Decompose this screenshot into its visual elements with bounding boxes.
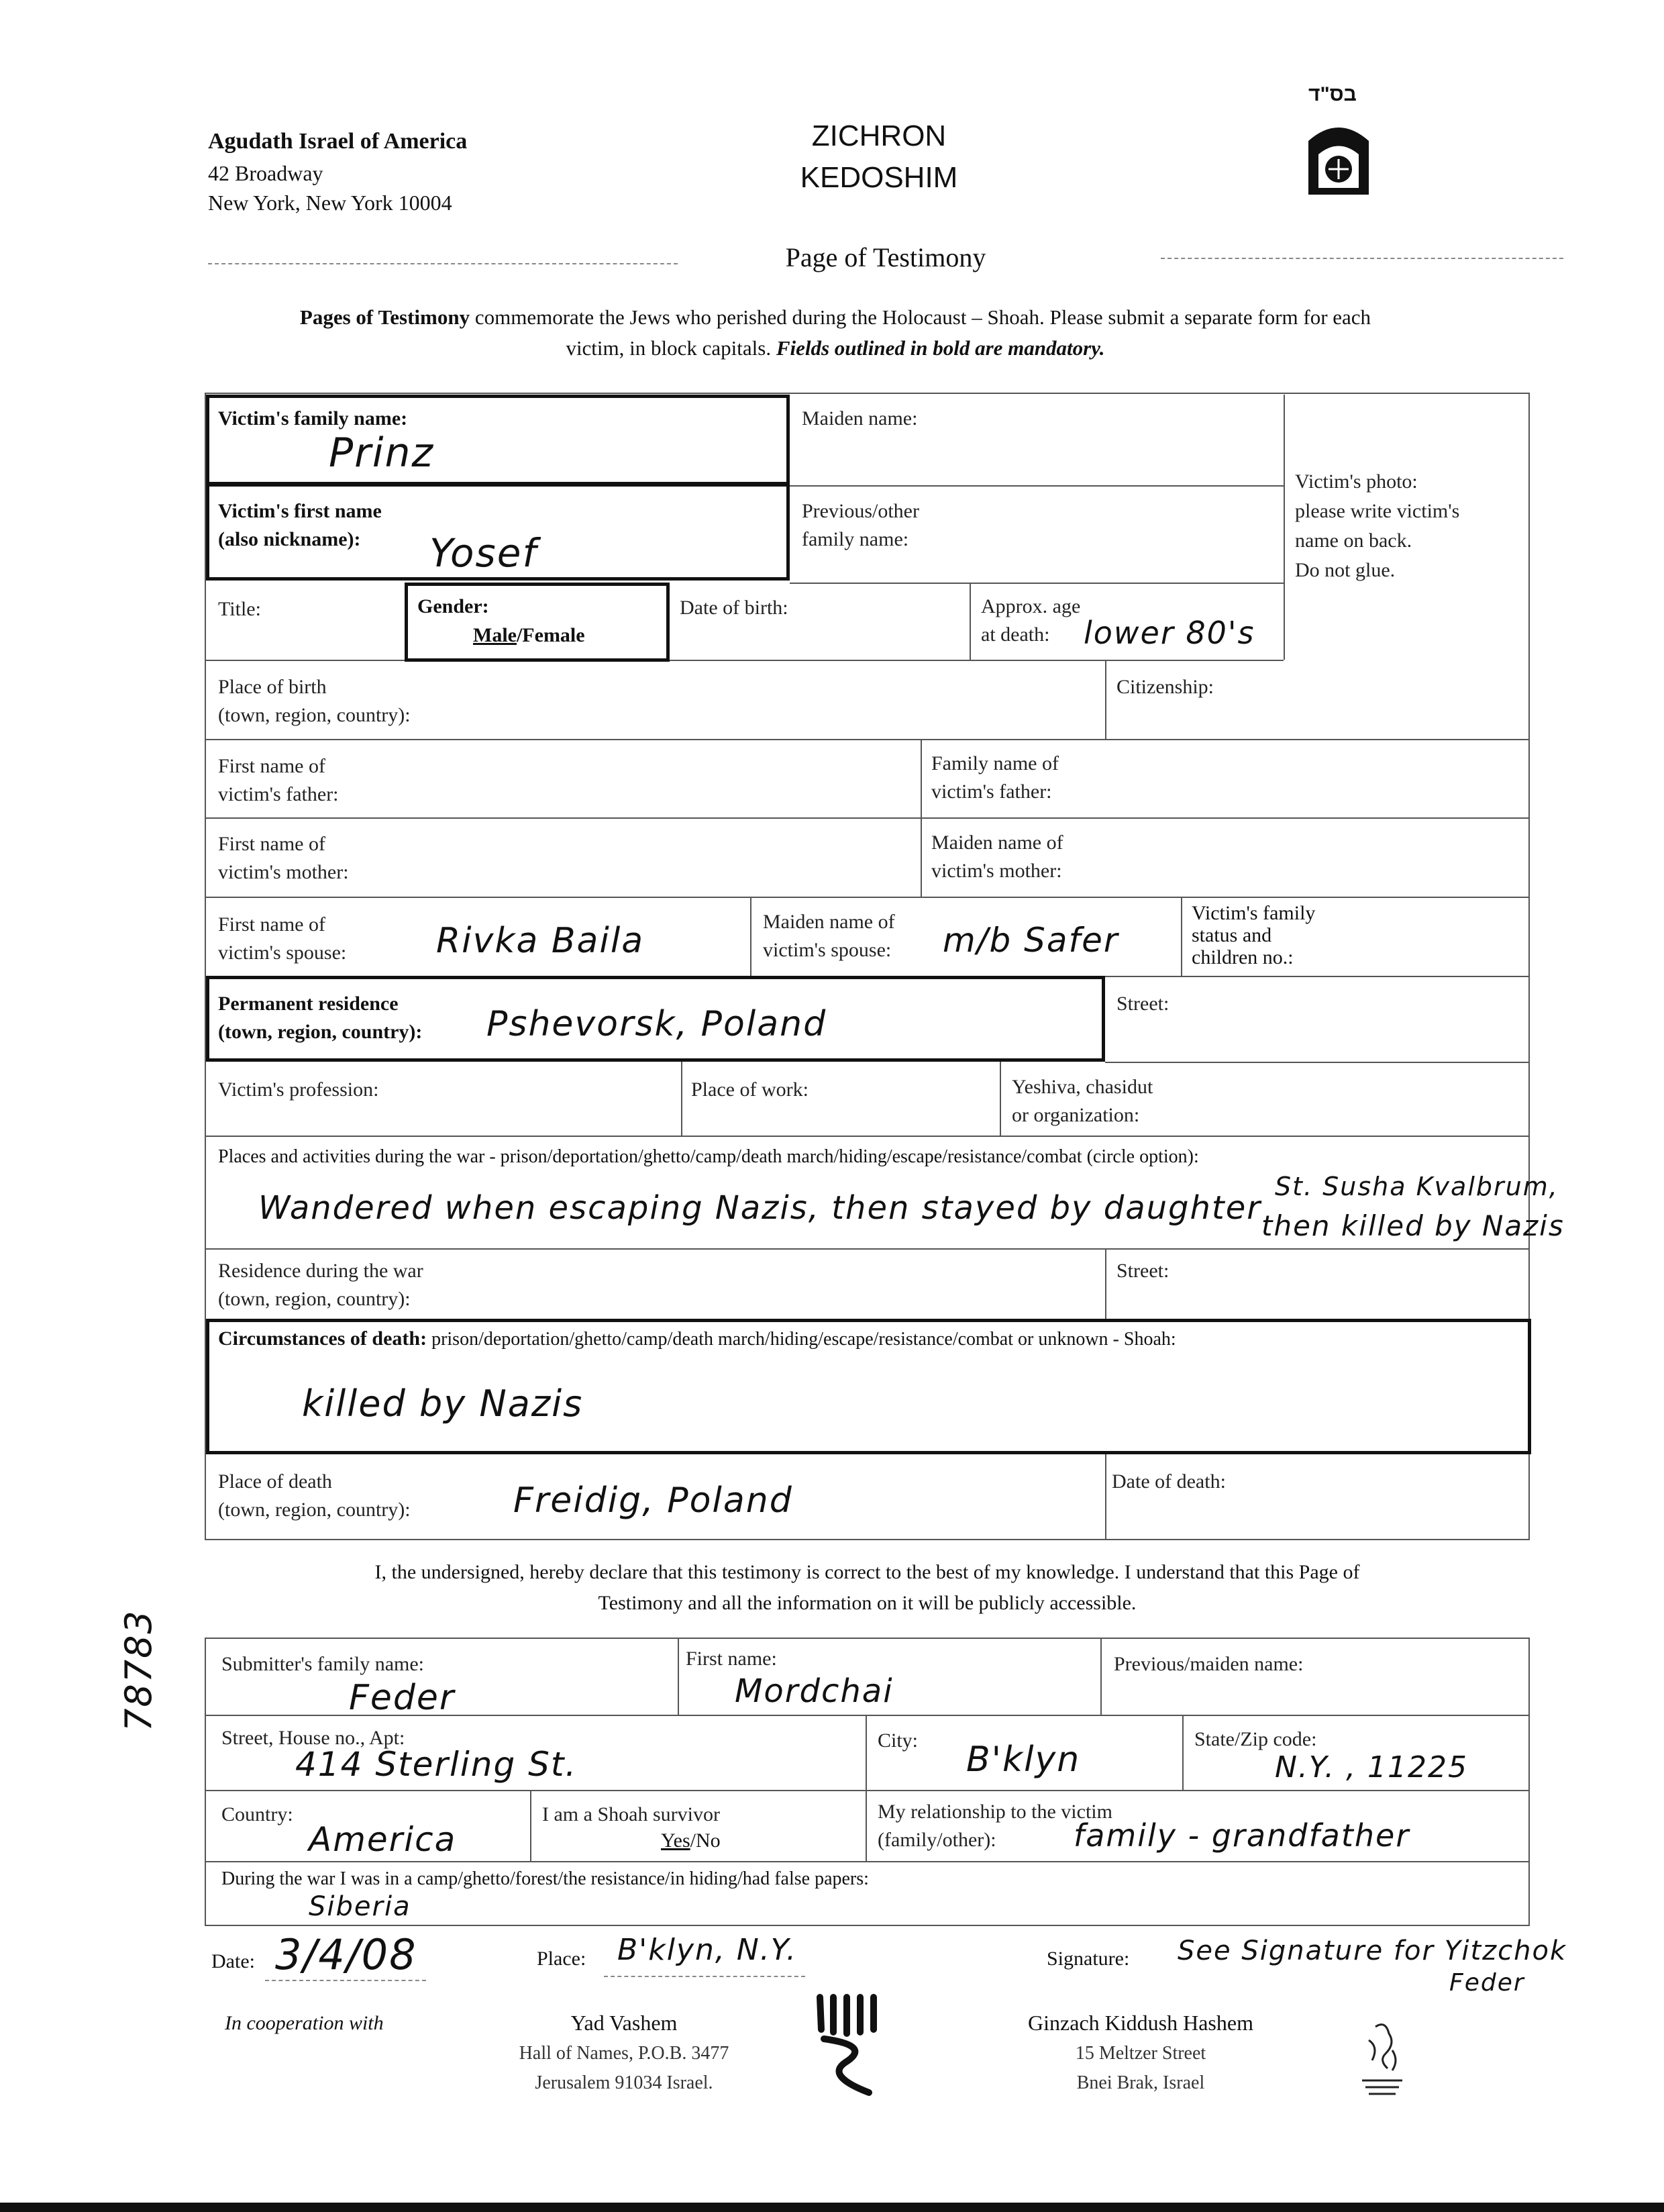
death-date-label: Date of death: bbox=[1112, 1470, 1226, 1493]
submitter-family-label: Submitter's family name: bbox=[221, 1653, 425, 1675]
street-label: Street: bbox=[1116, 993, 1169, 1015]
submitter-prev-label: Previous/maiden name: bbox=[1114, 1653, 1304, 1675]
divider-yeshiva bbox=[1000, 1062, 1001, 1136]
place-label: Place: bbox=[537, 1948, 586, 1970]
declaration-text bbox=[208, 1557, 1526, 1619]
gender-options bbox=[473, 624, 585, 647]
death-place-label-1: Place of death bbox=[218, 1470, 332, 1493]
date-value: 3/4/08 bbox=[275, 1930, 417, 1979]
title-label: Title: bbox=[218, 598, 261, 620]
photo-label-1: Victim's photo: bbox=[1295, 470, 1418, 493]
birth-place-label-2: (town, region, country): bbox=[218, 704, 411, 726]
date-label: Date: bbox=[211, 1950, 255, 1972]
ginzach-logo bbox=[1355, 2020, 1409, 2101]
submitter-state-label: State/Zip code: bbox=[1194, 1728, 1317, 1750]
father-family-label-1: Family name of bbox=[931, 752, 1059, 774]
family-status-label-1: Victim's family bbox=[1192, 902, 1316, 924]
rule-row6 bbox=[206, 897, 1530, 898]
rule-sub2 bbox=[206, 1790, 1530, 1791]
activities-line-2b: then killed by Nazis bbox=[1261, 1209, 1565, 1242]
mother-maiden-label-2: victim's mother: bbox=[931, 860, 1062, 882]
family-status-label-3: children no.: bbox=[1192, 946, 1294, 968]
signature-label: Signature: bbox=[1047, 1948, 1130, 1970]
date-rule bbox=[265, 1980, 426, 1981]
age-label-2: at death: bbox=[981, 623, 1050, 646]
divider-sub-city bbox=[866, 1715, 867, 1790]
death-place-value: Freidig, Poland bbox=[513, 1480, 793, 1521]
ginzach-name: Ginzach Kiddush Hashem bbox=[1028, 2011, 1253, 2035]
victim-family-name-label: Victim's family name: bbox=[218, 407, 408, 430]
header-rule-left bbox=[208, 263, 678, 264]
age-label-1: Approx. age bbox=[981, 595, 1081, 617]
hebrew-mark: בס"ד bbox=[1308, 83, 1357, 105]
relationship-value: family - grandfather bbox=[1074, 1817, 1410, 1854]
form-title-line2: KEDOSHIM bbox=[800, 161, 958, 194]
gender-male-option[interactable]: Male bbox=[473, 624, 517, 646]
workplace-label: Place of work: bbox=[691, 1078, 809, 1101]
previous-name-label-1: Previous/other bbox=[802, 500, 919, 522]
zichron-kedoshim-logo bbox=[1302, 114, 1375, 201]
submitter-city-label: City: bbox=[878, 1729, 919, 1752]
residence-label-1: Permanent residence bbox=[218, 993, 399, 1015]
father-family-label-2: victim's father: bbox=[931, 781, 1052, 803]
spouse-maiden-label-2: victim's spouse: bbox=[763, 939, 892, 961]
submitter-state-value: N.Y. , 11225 bbox=[1275, 1750, 1469, 1784]
ginzach-addr-1: 15 Meltzer Street bbox=[1075, 2043, 1206, 2064]
survivor-options bbox=[661, 1829, 721, 1852]
birth-place-label-1: Place of birth bbox=[218, 676, 327, 698]
rule-row1 bbox=[790, 485, 1284, 487]
previous-name-label-2: family name: bbox=[802, 528, 909, 550]
divider-photo bbox=[1284, 395, 1285, 660]
survivor-yes-option[interactable]: Yes bbox=[661, 1829, 690, 1852]
first-name-label-1: Victim's first name bbox=[218, 500, 382, 522]
residence-label-2: (town, region, country): bbox=[218, 1021, 423, 1043]
spouse-first-value: Rivka Baila bbox=[436, 921, 645, 961]
death-circ-label bbox=[218, 1327, 1176, 1350]
submitter-country-label: Country: bbox=[221, 1803, 293, 1825]
wartime-value: Siberia bbox=[309, 1891, 411, 1922]
divider-sub-prev bbox=[1100, 1638, 1102, 1715]
yad-vashem-addr-1: Hall of Names, P.O.B. 3477 bbox=[519, 2043, 729, 2064]
profession-label: Victim's profession: bbox=[218, 1078, 379, 1101]
page-title: Page of Testimony bbox=[785, 242, 986, 272]
submitter-first-value: Mordchai bbox=[735, 1672, 894, 1710]
org-address-1: 42 Broadway bbox=[208, 161, 323, 185]
divider-workplace bbox=[681, 1062, 682, 1136]
submitter-country-value: America bbox=[309, 1820, 457, 1859]
org-name: Agudath Israel of America bbox=[208, 129, 468, 154]
cooperation-text: In cooperation with bbox=[225, 2012, 384, 2034]
place-value: B'klyn, N.Y. bbox=[617, 1933, 797, 1967]
relationship-label-2: (family/other): bbox=[878, 1829, 996, 1851]
survivor-no-option[interactable]: /No bbox=[690, 1829, 721, 1852]
divider-war-street bbox=[1105, 1248, 1106, 1319]
spouse-first-label-1: First name of bbox=[218, 913, 325, 936]
yeshiva-label-1: Yeshiva, chasidut bbox=[1012, 1076, 1153, 1098]
declaration-line-2: Testimony and all the information on it will be publicly accessible. bbox=[598, 1592, 1137, 1614]
relationship-label-1: My relationship to the victim bbox=[878, 1801, 1112, 1823]
yeshiva-label-2: or organization: bbox=[1012, 1104, 1140, 1126]
photo-label-2: please write victim's bbox=[1295, 500, 1460, 522]
death-place-label-2: (town, region, country): bbox=[218, 1499, 411, 1521]
spouse-maiden-value: m/b Safer bbox=[943, 921, 1119, 960]
war-street-label: Street: bbox=[1116, 1260, 1169, 1282]
victim-first-name-value: Yosef bbox=[429, 530, 537, 576]
submitter-first-label: First name: bbox=[686, 1648, 777, 1670]
place-rule bbox=[604, 1976, 805, 1977]
margin-number: 78783 bbox=[117, 1609, 160, 1731]
submitter-family-value: Feder bbox=[349, 1678, 456, 1718]
yad-vashem-logo bbox=[812, 1992, 886, 2099]
rule-sub1 bbox=[206, 1715, 1530, 1716]
war-residence-label-2: (town, region, country): bbox=[218, 1288, 411, 1310]
rule-row9 bbox=[206, 1136, 1530, 1137]
divider-family-status bbox=[1181, 897, 1182, 976]
first-name-label-2: (also nickname): bbox=[218, 528, 361, 550]
maiden-name-label: Maiden name: bbox=[802, 407, 918, 430]
spouse-maiden-label-1: Maiden name of bbox=[763, 911, 895, 933]
photo-label-4: Do not glue. bbox=[1295, 559, 1396, 581]
divider-sub-survivor bbox=[530, 1790, 531, 1861]
yad-vashem-addr-2: Jerusalem 91034 Israel. bbox=[535, 2072, 713, 2093]
victim-family-name-value: Prinz bbox=[329, 430, 435, 476]
mother-maiden-label-1: Maiden name of bbox=[931, 832, 1063, 854]
death-circ-label-bold: Circumstances of death: bbox=[218, 1327, 427, 1350]
header-rule-right bbox=[1161, 258, 1563, 259]
form-title-line1: ZICHRON bbox=[811, 119, 947, 152]
divider-sub-first bbox=[678, 1638, 679, 1715]
activities-line-2a: St. Susha Kvalbrum, bbox=[1275, 1172, 1559, 1201]
org-address-2: New York, New York 10004 bbox=[208, 191, 452, 215]
rule-row4 bbox=[206, 739, 1530, 740]
divider-death-date bbox=[1105, 1454, 1106, 1540]
spouse-first-label-2: victim's spouse: bbox=[218, 942, 347, 964]
father-first-label-1: First name of bbox=[218, 755, 325, 777]
death-circ-label-text: prison/deportation/ghetto/camp/death march/hiding/escape/resistance/combat or unknown - Shoah: bbox=[427, 1329, 1176, 1350]
scan-bottom-edge bbox=[0, 2203, 1664, 2212]
intro-text-2: victim, in block capitals. bbox=[566, 336, 776, 360]
gender-female-option[interactable]: /Female bbox=[516, 624, 585, 646]
war-residence-label-1: Residence during the war bbox=[218, 1260, 423, 1282]
intro-bold: Fields outlined in bold are mandatory. bbox=[776, 336, 1105, 360]
intro-lead: Pages of Testimony bbox=[299, 305, 470, 329]
gender-label: Gender: bbox=[417, 595, 489, 617]
father-first-label-2: victim's father: bbox=[218, 783, 339, 805]
mother-first-label-2: victim's mother: bbox=[218, 861, 349, 883]
submitter-city-value: B'klyn bbox=[966, 1740, 1081, 1780]
intro-text: commemorate the Jews who perished during the Holocaust – Shoah. Please submit a separate form for each bbox=[470, 305, 1371, 329]
wartime-label: During the war I was in a camp/ghetto/forest/the resistance/in hiding/had false papers: bbox=[221, 1868, 869, 1889]
activities-line-1: Wandered when escaping Nazis, then stayed by daughter bbox=[258, 1189, 1261, 1227]
divider-citizenship bbox=[1105, 660, 1106, 739]
survivor-label: I am a Shoah survivor bbox=[542, 1803, 720, 1825]
dob-label: Date of birth: bbox=[680, 597, 788, 619]
death-circ-value: killed by Nazis bbox=[302, 1382, 584, 1425]
rule-row10 bbox=[206, 1248, 1530, 1250]
signature-value-1: See Signature for Yitzchok bbox=[1178, 1936, 1567, 1966]
residence-value: Pshevorsk, Poland bbox=[486, 1004, 827, 1044]
mother-first-label-1: First name of bbox=[218, 833, 325, 855]
rule-sub3 bbox=[206, 1861, 1530, 1862]
intro-paragraph bbox=[154, 302, 1516, 364]
photo-label-3: name on back. bbox=[1295, 530, 1412, 552]
rule-row8 bbox=[1105, 1062, 1530, 1063]
submitter-street-label: Street, House no., Apt: bbox=[221, 1727, 405, 1749]
citizenship-label: Citizenship: bbox=[1116, 676, 1214, 698]
activities-label: Places and activities during the war - prison/deportation/ghetto/camp/death march/hiding/escape/resistance/combat (circle option): bbox=[218, 1146, 1199, 1167]
declaration-line-1: I, the undersigned, hereby declare that this testimony is correct to the best of my knowledge. I understand that this Page of bbox=[374, 1561, 1360, 1583]
yad-vashem-name: Yad Vashem bbox=[570, 2011, 678, 2035]
signature-value-2: Feder bbox=[1449, 1969, 1525, 1997]
divider-sub-state bbox=[1182, 1715, 1184, 1790]
rule-row3-bottom bbox=[206, 660, 1284, 661]
divider-sub-relationship bbox=[866, 1790, 867, 1861]
rule-row5 bbox=[206, 817, 1530, 819]
rule-row2 bbox=[790, 583, 1284, 584]
submitter-street-value: 414 Sterling St. bbox=[295, 1745, 578, 1784]
divider-age bbox=[970, 583, 971, 660]
family-status-label-2: status and bbox=[1192, 924, 1272, 946]
divider-spouse bbox=[750, 897, 751, 976]
age-value: lower 80's bbox=[1084, 615, 1255, 651]
ginzach-addr-2: Bnei Brak, Israel bbox=[1076, 2072, 1205, 2093]
